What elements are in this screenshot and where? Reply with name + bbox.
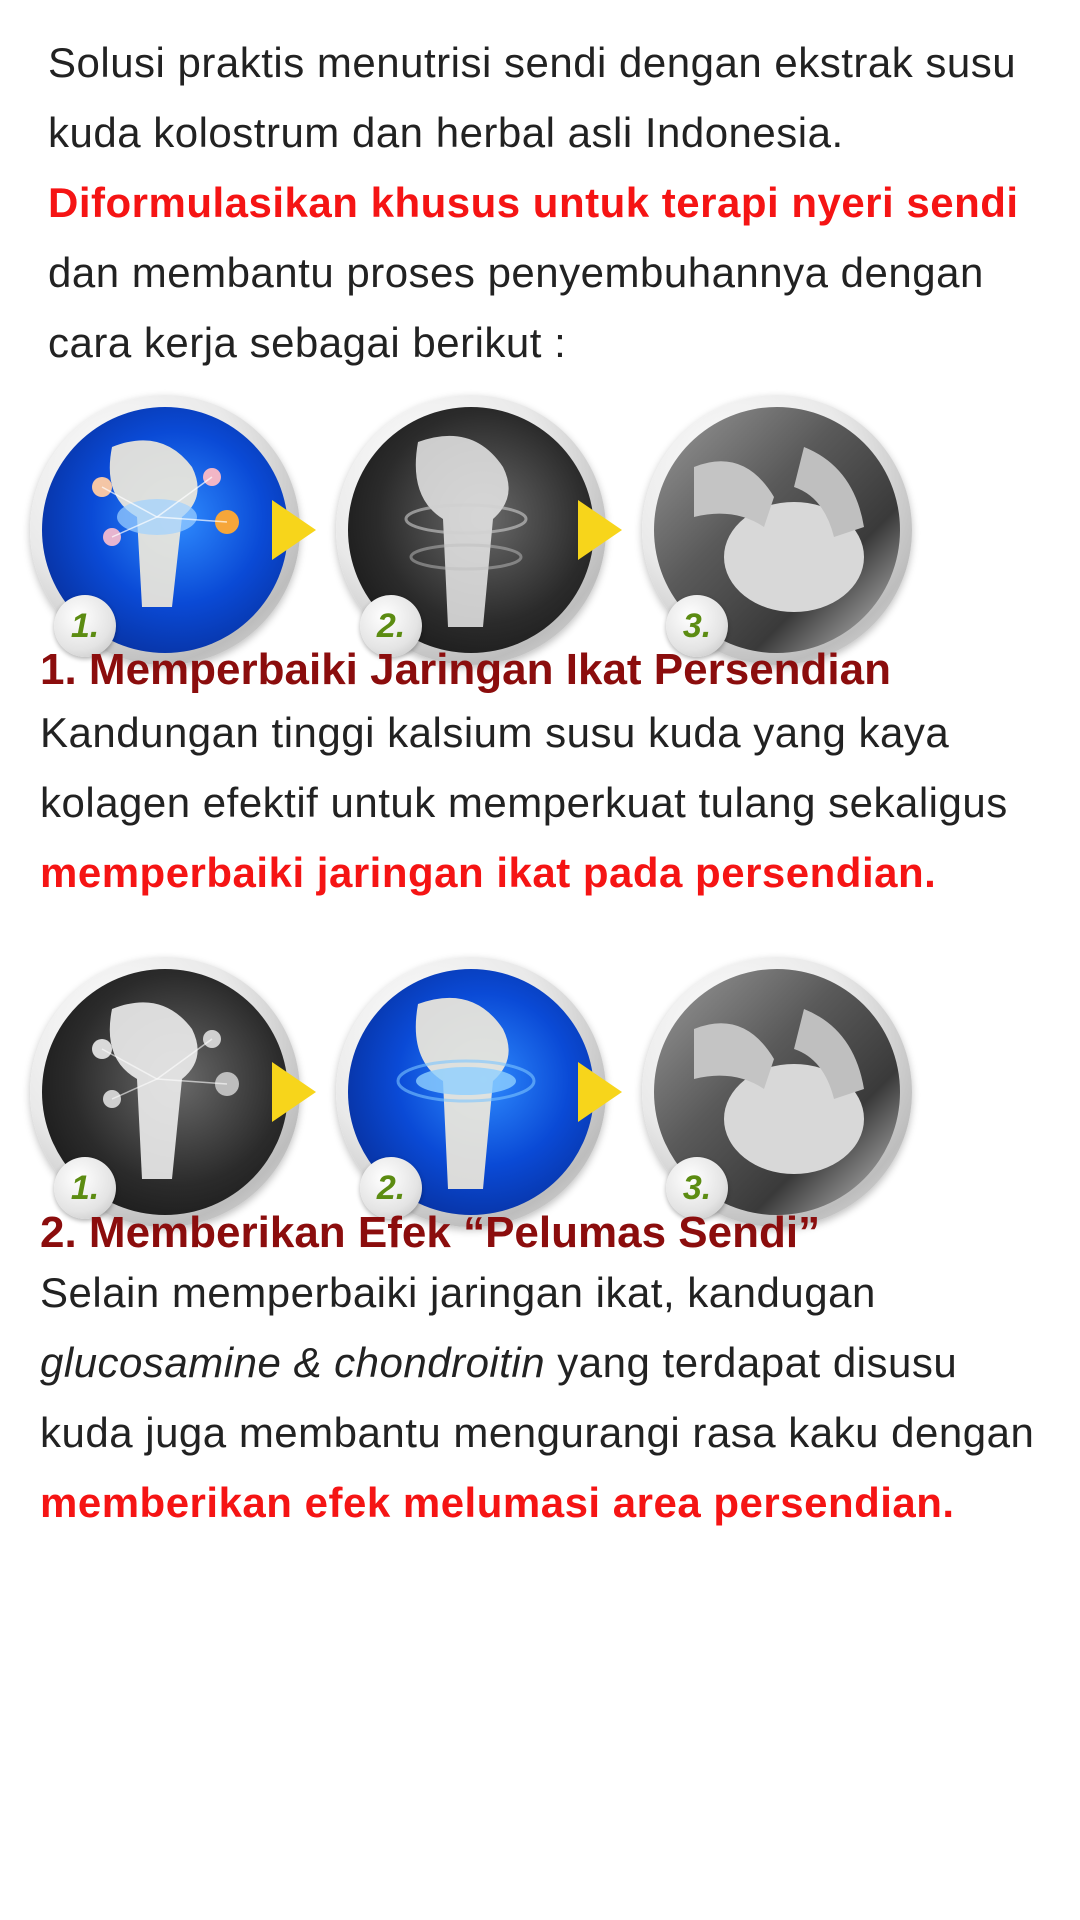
step-number-badge: 3. [666,1157,728,1219]
intro-text-continued: dan membantu proses penyembuhannya dengan cara kerja sebagai berikut : [48,249,984,366]
arrow-right-icon [272,500,316,560]
step-number-badge: 1. [54,595,116,657]
intro-text: Solusi praktis menutrisi sendi dengan ekstrak susu kuda kolostrum dan herbal asli Indonesia. [48,39,1017,156]
process-1-step-2 [336,395,606,665]
process-2-step-3 [642,957,912,1227]
section-1-text: Kandungan tinggi kalsium susu kuda yang kaya kolagen efektif untuk memperkuat tulang sekaligus [40,709,1008,826]
section-2-body [40,1258,1060,1538]
section-2-title: 2. Memberikan Efek “Pelumas Sendi” [40,1208,821,1257]
section-2-italic-text: glucosamine & chondroitin [40,1339,546,1386]
process-1-step-1 [30,395,300,665]
process-1-step-3 [642,395,912,665]
section-2-text: Selain memperbaiki jaringan ikat, kandugan [40,1269,876,1316]
section-1-title: 1. Memperbaiki Jaringan Ikat Persendian [40,645,891,694]
arrow-right-icon [578,1062,622,1122]
section-2-highlight: memberikan efek melumasi area persendian. [40,1479,955,1526]
arrow-right-icon [272,1062,316,1122]
process-1-steps [0,395,1080,665]
intro-paragraph [48,28,1058,378]
step-number-badge: 2. [360,1157,422,1219]
step-number-badge: 2. [360,595,422,657]
process-2-steps [0,957,1080,1227]
section-2-text-continued: yang terdapat disusu kuda juga membantu mengurangi rasa kaku dengan [40,1339,1035,1456]
intro-highlight: Diformulasikan khusus untuk terapi nyeri sendi [48,179,1019,226]
step-number-badge: 3. [666,595,728,657]
section-1-body [40,698,1060,908]
section-1-highlight: memperbaiki jaringan ikat pada persendian. [40,849,937,896]
process-2-step-2 [336,957,606,1227]
arrow-right-icon [578,500,622,560]
process-2-step-1 [30,957,300,1227]
step-number-badge: 1. [54,1157,116,1219]
